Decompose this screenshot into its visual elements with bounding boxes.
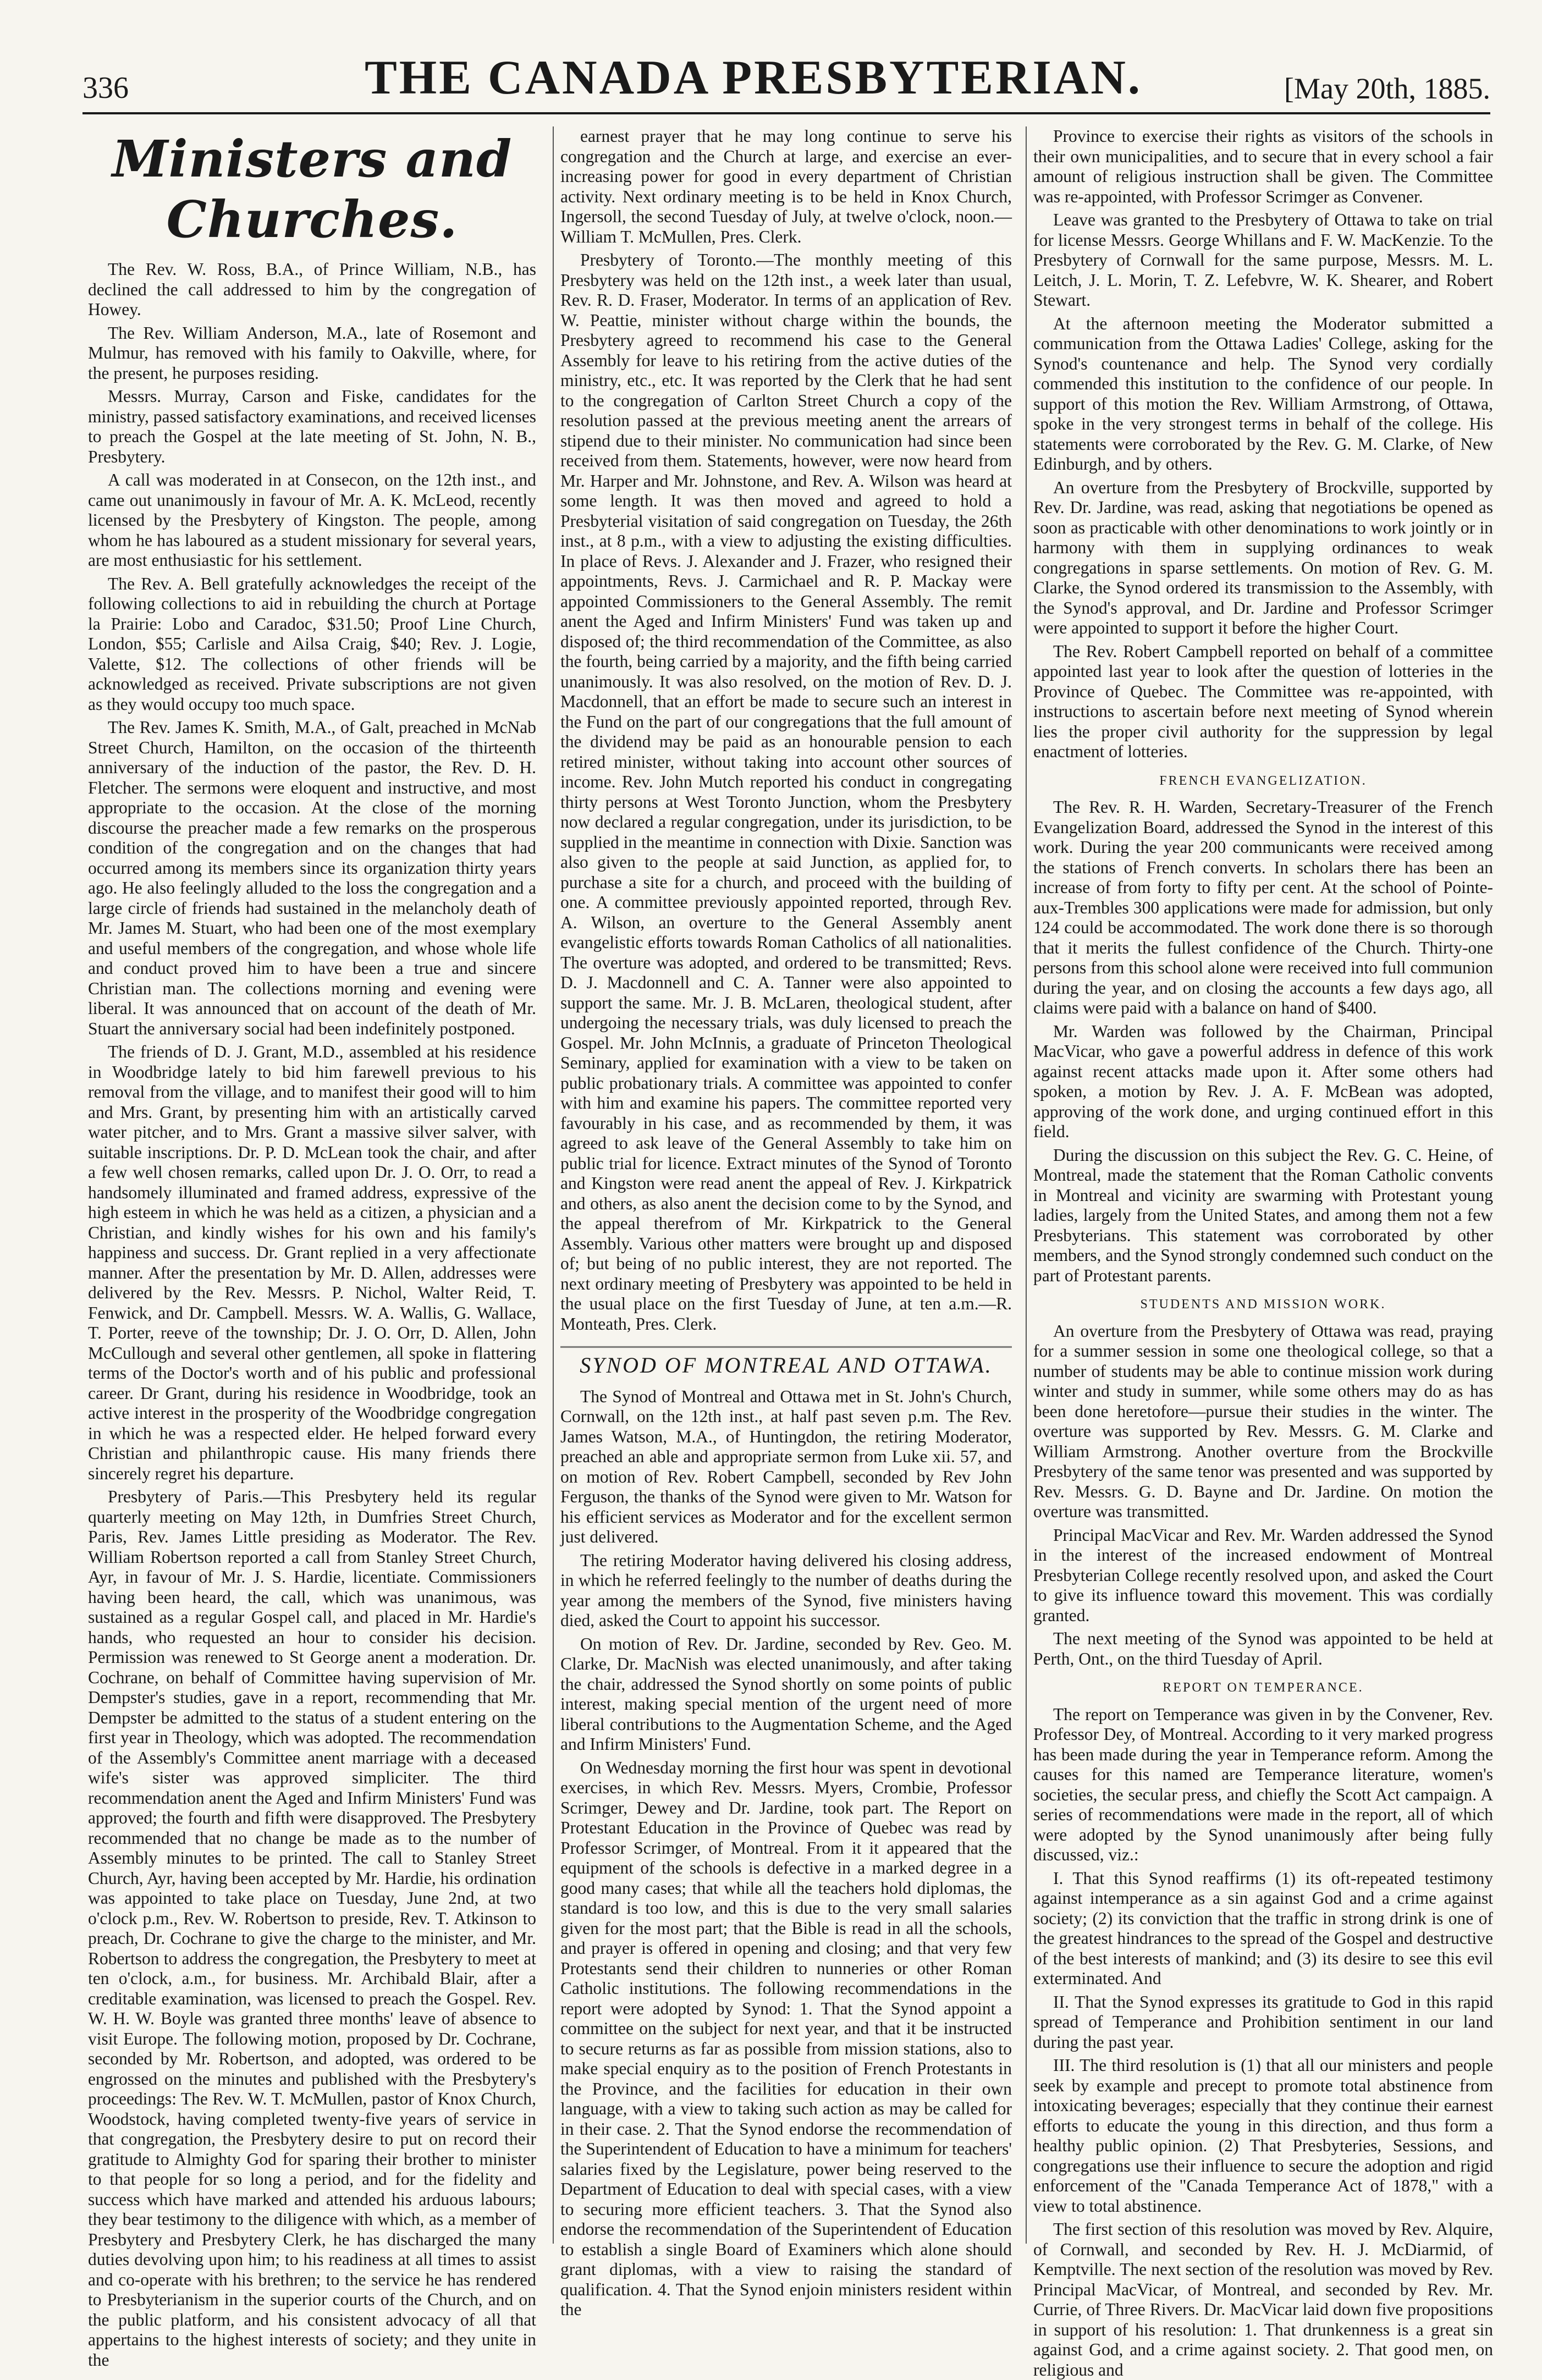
paragraph: III. The third resolution is (1) that all our ministers and people seek by example and precept to promote total abstinence from intoxicating beverages; especially that they continue their earnest efforts to educate the young in this direction, and thus form a healthy public opinion. (2) That Presbyteries, Sessions, and congregations use their influence to secure the adoption and rigid enforcement of the "Canada Temperance Act of 1878," with a view to total abstinence. bbox=[1033, 2056, 1493, 2216]
paragraph: An overture from the Presbytery of Brockville, supported by Rev. Dr. Jardine, was read, asking that negotiations be opened as soon as practicable with other denominations to work jointly or in harmony with them in supplying ordinances to weak congregations in sparse settlements. On motion of Rev. G. M. Clarke, the Synod ordered its transmission to the Assembly, with the Synod's approval, and Dr. Jardine and Professor Scrimger were appointed to support it before the higher Court. bbox=[1033, 478, 1493, 638]
page-header bbox=[82, 48, 1490, 114]
paragraph: The Synod of Montreal and Ottawa met in St. John's Church, Cornwall, on the 12th inst., at half past seven p.m. The Rev. James Watson, M.A., of Huntingdon, the retiring Moderator, preached an able and appropriate sermon from Luke xii. 57, and on motion of Rev. Robert Campbell, seconded by Rev John Ferguson, the thanks of the Synod were given to Mr. Watson for his efficient services as Moderator and for the excellent sermon just delivered. bbox=[560, 1387, 1012, 1547]
paragraph: An overture from the Presbytery of Ottawa was read, praying for a summer session in some one theological college, so that a number of students may be able to continue mission work during winter and study in summer, while some others may do as has been done heretofore—pursue their studies in the winter. The overture was supported by Rev. Messrs. G. M. Clarke and William Armstrong. Another overture from the Brockville Presbytery of the same tenor was presented and was supported by Rev. Messrs. G. D. Bayne and Dr. Jardine. On motion the overture was transmitted. bbox=[1033, 1321, 1493, 1522]
paragraph: earnest prayer that he may long continue to serve his congregation and the Church at large, and exercise an ever-increasing power for good in every department of Christian activity. Next ordinary meeting is to be held in Knox Church, Ingersoll, the second Tuesday of July, at twelve o'clock, noon.—William T. McMullen, Pres. Clerk. bbox=[560, 126, 1012, 247]
temperance-heading: REPORT ON TEMPERANCE. bbox=[1033, 1678, 1493, 1698]
paragraph: Leave was granted to the Presbytery of Ottawa to take on trial for license Messrs. George Whillans and F. W. MacKenzie. To the Presbytery of Cornwall for the same purpose, Messrs. M. L. Leitch, J. L. Morin, T. Z. Lefebvre, W. K. Shearer, and Robert Stewart. bbox=[1033, 210, 1493, 311]
paragraph: The Rev. W. Ross, B.A., of Prince William, N.B., has declined the call addressed to him by the congregation of Howey. bbox=[88, 260, 536, 320]
students-mission-body bbox=[1033, 1321, 1493, 1670]
paragraph: Messrs. Murray, Carson and Fiske, candidates for the ministry, passed satisfactory examinations, and received licenses to preach the Gospel at the late meeting of St. John, N. B., Presbytery. bbox=[88, 387, 536, 467]
paragraph: The Rev. R. H. Warden, Secretary-Treasurer of the French Evangelization Board, addressed the Synod in the interest of this work. During the year 200 communicants were received among the stations of French converts. In scholars there has been an increase of from forty to fifty per cent. At the school of Pointe-aux-Trembles 300 applications were made for admission, but only 124 could be accommodated. The work done there is so thorough that it merits the fullest confidence of the Church. Thirty-one persons from this school alone were received into full communion during the year, and on closing the accounts a few days ago, all claims were paid with a balance on hand of $400. bbox=[1033, 797, 1493, 1018]
students-mission-heading: STUDENTS AND MISSION WORK. bbox=[1033, 1294, 1493, 1315]
paragraph: A call was moderated in at Consecon, on the 12th inst., and came out unanimously in favour of Mr. A. K. McLeod, recently licensed by the Presbytery of Kingston. The people, among whom he has laboured as a student missionary for several years, are most enthusiastic for his settlement. bbox=[88, 470, 536, 571]
column-2 bbox=[553, 126, 1012, 2244]
paragraph: Presbytery of Paris.—This Presbytery held its regular quarterly meeting on May 12th, in Dumfries Street Church, Paris, Rev. James Little presiding as Moderator. The Rev. William Robertson reported a call from Stanley Street Church, Ayr, in favour of Mr. J. S. Hardie, licentiate. Commissioners having been heard, the call, which was unanimous, was sustained as a regular Gospel call, and placed in Mr. Hardie's hands, who requested an hour to consider his decision. Permission was renewed to St George anent a moderation. Dr. Cochrane, on behalf of Committee having supervision of Mr. Dempster's studies, gave in a report, recommending that Mr. Dempster be admitted to the status of a student entering on the first year in Theology, which was adopted. The recommendation of the Assembly's Committee anent marriage with a deceased wife's sister was approved simpliciter. The third recommendation anent the Aged and Infirm Ministers' Fund was approved; the fourth and fifth were disapproved. The Presbytery recommended that no change be made as to the number of Assembly minutes to be printed. The call to Stanley Street Church, Ayr, having been accepted by Mr. Hardie, his ordination was appointed to take place on Tuesday, June 2nd, at two o'clock p.m., Rev. W. Robertson to preside, Rev. T. Atkinson to preach, Dr. Cochrane to give the charge to the minister, and Mr. Robertson to address the congregation, the Presbytery to meet at ten o'clock, a.m., for business. Mr. Archibald Blair, after a creditable examination, was licensed to preach the Gospel. Rev. W. H. W. Boyle was granted three months' leave of absence to visit Europe. The following motion, proposed by Dr. Cochrane, seconded by Mr. Robertson, and adopted, was ordered to be engrossed on the minutes and published with the Presbytery's proceedings: The Rev. W. T. McMullen, pastor of Knox Church, Woodstock, having completed twenty-five years of service in that congregation, the Presbytery desire to put on record their gratitude to Almighty God for sparing their brother to minister to that people for so long a period, and for the fidelity and success which have marked and attended his arduous labours; they bear testimony to the diligence with which, as a member of Presbytery and Presbytery Clerk, he has discharged the many duties devolving upon him; to his readiness at all times to assist and co-operate with his brethren; to the service he has rendered to Presbyterianism in the superior courts of the Church, and on the public platform, and his consistent advocacy of all that appertains to the highest interests of society; and they unite in the bbox=[88, 1487, 536, 2370]
synod-heading: SYNOD OF MONTREAL AND OTTAWA. bbox=[560, 1346, 1012, 1376]
paragraph: Mr. Warden was followed by the Chairman, Principal MacVicar, who gave a powerful address in defence of this work against recent attacks made upon it. After some others had spoken, a motion by Rev. J. A. F. McBean was adopted, approving of the work done, and urging continued effort in this field. bbox=[1033, 1022, 1493, 1142]
paragraph: During the discussion on this subject the Rev. G. C. Heine, of Montreal, made the statement that the Roman Catholic convents in Montreal and vicinity are swarming with Protestant young ladies, largely from the United States, and among them not a few Presbyterians. This statement was corroborated by other members, and the Synod strongly condemned such conduct on the part of Protestant parents. bbox=[1033, 1145, 1493, 1286]
paragraph: The Rev. William Anderson, M.A., late of Rosemont and Mulmur, has removed with his family to Oakville, where, for the present, he purposes residing. bbox=[88, 323, 536, 384]
newspaper-title: THE CANADA PRESBYTERIAN. bbox=[247, 50, 1259, 106]
column-3-body bbox=[1033, 126, 1493, 762]
paragraph: At the afternoon meeting the Moderator submitted a communication from the Ottawa Ladies' College, asking for the Synod's countenance and help. The Synod very cordially commended this institution to the confidence of our people. In support of this motion the Rev. William Armstrong, of Ottawa, spoke in the very strongest terms in behalf of the college. His statements were corroborated by the Rev. G. M. Clarke, of New Edinburgh, and by others. bbox=[1033, 314, 1493, 475]
issue-date: [May 20th, 1885. bbox=[1259, 71, 1490, 106]
paragraph: Principal MacVicar and Rev. Mr. Warden addressed the Synod in the interest of the increased endowment of Montreal Presbyterian College recently resolved upon, and asked the Court to give its influence toward this movement. This was cordially granted. bbox=[1033, 1525, 1493, 1626]
column-3 bbox=[1026, 126, 1493, 2244]
paragraph: The retiring Moderator having delivered his closing address, in which he referred feelingly to the number of deaths during the year among the members of the Synod, five ministers having died, asked the Court to appoint his successor. bbox=[560, 1551, 1012, 1631]
paragraph: The next meeting of the Synod was appointed to be held at Perth, Ont., on the third Tuesday of April. bbox=[1033, 1629, 1493, 1669]
paragraph: II. That the Synod expresses its gratitude to God in this rapid spread of Temperance and Prohibition sentiment in our land during the past year. bbox=[1033, 1992, 1493, 2053]
paragraph: The report on Temperance was given in by the Convener, Rev. Professor Dey, of Montreal. According to it very marked progress has been made during the year in Temperance reform. Among the causes for this named are Temperance literature, women's societies, the secular press, and chiefly the Scott Act campaign. A series of recommendations were made in the report, all of which were adopted by the Synod unanimously after being fully discussed, viz.: bbox=[1033, 1705, 1493, 1865]
paragraph: I. That this Synod reaffirms (1) its oft-repeated testimony against intemperance as a sin against God and a crime against society; (2) its conviction that the traffic in strong drink is one of the greatest hindrances to the spread of the Gospel and destructive of the best interests of mankind; and (3) its desire to see this evil exterminated. And bbox=[1033, 1869, 1493, 1989]
paragraph: The Rev. A. Bell gratefully acknowledges the receipt of the following collections to aid in rebuilding the church at Portage la Prairie: Lobo and Caradoc, $31.50; Proof Line Church, London, $55; Carlisle and Ailsa Craig, $40; Rev. J. Logie, Valette, $12. The collections of other friends will be acknowledged as received. Private subscriptions are not given as they would occupy too much space. bbox=[88, 574, 536, 715]
paragraph: Province to exercise their rights as visitors of the schools in their own municipalities, and to secure that in every school a fair amount of religious instruction shall be given. The Committee was re-appointed, with Professor Scrimger as Convener. bbox=[1033, 126, 1493, 207]
column-2-body bbox=[560, 126, 1012, 1334]
paragraph: The Rev. Robert Campbell reported on behalf of a committee appointed last year to look after the question of lotteries in the Province of Quebec. The Committee was re-appointed, with instructions to ascertain before next meeting of Synod wherein lies the proper civil authority for the suppression by legal enactment of lotteries. bbox=[1033, 642, 1493, 762]
paragraph: On motion of Rev. Dr. Jardine, seconded by Rev. Geo. M. Clarke, Dr. MacNish was elected unanimously, and after taking the chair, addressed the Synod shortly on some points of public interest, making special mention of the urgent need of more liberal contributions to the Augmentation Scheme, and the Aged and Infirm Ministers' Fund. bbox=[560, 1634, 1012, 1755]
paragraph: The friends of D. J. Grant, M.D., assembled at his residence in Woodbridge lately to bid him farewell previous to his removal from the village, and to manifest their good will to him and Mrs. Grant, by presenting him with an artistically carved water pitcher, and to Mrs. Grant a massive silver salver, with suitable inscriptions. Dr. P. D. McLean took the chair, and after a few well chosen remarks, called upon Dr. J. O. Orr, to read a handsomely illuminated and framed address, expressive of the high esteem in which he was held as a citizen, a physician and a Christian, and kindly wishes for his own and his family's happiness and success. Dr. Grant replied in a very affectionate manner. After the presentation by Mr. D. Allen, addresses were delivered by the Rev. Messrs. P. Nichol, Walter Reid, T. Fenwick, and Dr. Campbell. Messrs. W. A. Wallis, G. Wallace, T. Porter, reeve of the township; Dr. J. O. Orr, D. Allen, John McCullough and several other gentlemen, all spoke in flattering terms of the Doctor's worth and of his public and professional career. Dr Grant, during his residence in Woodbridge, took an active interest in the prosperity of the Woodbridge congregation in which he was a respected elder. He helped forward every Christian and philanthropic cause. His many friends there sincerely regret his departure. bbox=[88, 1042, 536, 1484]
column-2-synod-body bbox=[560, 1387, 1012, 2320]
french-evangelization-heading: FRENCH EVANGELIZATION. bbox=[1033, 771, 1493, 791]
column-1 bbox=[88, 126, 536, 2244]
column-1-body bbox=[88, 260, 536, 2370]
paragraph: The Rev. James K. Smith, M.A., of Galt, preached in McNab Street Church, Hamilton, on the occasion of the thirteenth anniversary of the induction of the pastor, the Rev. D. H. Fletcher. The sermons were eloquent and instructive, and most appropriate to the occasion. At the close of the morning discourse the preacher made a few remarks on the prosperous condition of the congregation and on the changes that had occurred among its members since its organization thirty years ago. He also feelingly alluded to the loss the congregation and a large circle of friends had sustained in the melancholy death of Mr. James M. Stuart, who had been one of the most exemplary and useful members of the congregation, and whose whole life and conduct proved him to have been a true and sincere Christian man. The collections morning and evening were liberal. It was announced that on account of the death of Mr. Stuart the anniversary social had been indefinitely postponed. bbox=[88, 718, 536, 1039]
paragraph: The first section of this resolution was moved by Rev. Alquire, of Cornwall, and seconded by Rev. H. J. McDiarmid, of Kemptville. The next section of the resolution was moved by Rev. Principal MacVicar, of Montreal, and seconded by Rev. Mr. Currie, of Three Rivers. Dr. MacVicar laid down five propositions in support of his resolution: 1. That drunkenness is a great sin against God, and a crime against society. 2. That good men, on religious and bbox=[1033, 2219, 1493, 2380]
section-title: Ministers and Churches. bbox=[88, 129, 536, 250]
paragraph: Presbytery of Toronto.—The monthly meeting of this Presbytery was held on the 12th inst., a week later than usual, Rev. R. D. Fraser, Moderator. In terms of an application of Rev. W. Peattie, minister without charge within the bounds, the Presbytery agreed to recommend his case to the General Assembly for leave to his retiring from the active duties of the ministry, etc., etc. It was reported by the Clerk that he had sent to the congregation of Carlton Street Church a copy of the resolution passed at the previous meeting anent the arrears of stipend due to their minister. No communication had since been received from them. Statements, however, were now heard from Mr. Harper and Mr. Johnstone, and Rev. A. Wilson was heard at some length. It was then moved and agreed to hold a Presbyterial visitation of said congregation on Tuesday, the 26th inst., at 8 p.m., with a view to adjusting the existing difficulties. In place of Revs. J. Alexander and J. Frazer, who resigned their appointments, Revs. J. Carmichael and R. P. Mackay were appointed Commissioners to the General Assembly. The remit anent the Aged and Infirm Ministers' Fund was taken up and disposed of; the third recommendation of the Committee, as also the fourth, being carried by a majority, and the fifth being carried unanimously. It was also resolved, on the motion of Rev. D. J. Macdonnell, that an effort be made to secure such an interest in the Fund on the part of our congregations that the full amount of the dividend may be paid as an honourable pension to each retired minister, without taking into account other sources of income. Rev. John Mutch reported his conduct in congregating thirty persons at West Toronto Junction, whom the Presbytery now declared a regular congregation, under its jurisdiction, to be supplied in the meantime in connection with Dixie. Sanction was also given to the people at said Junction, as applied for, to purchase a site for a church, and proceed with the building of one. A committee previously appointed reported, through Rev. A. Wilson, an overture to the General Assembly anent evangelistic efforts towards Roman Catholics of all nationalities. The overture was adopted, and ordered to be transmitted; Revs. D. J. Macdonnell and C. A. Tanner were also appointed to support the same. Mr. J. B. McLaren, theological student, after undergoing the necessary trials, was duly licensed to preach the Gospel. Mr. John McInnis, a graduate of Princeton Theological Seminary, applied for examination with a view to be taken on public probationary trials. A committee was appointed to confer with him and examine his papers. The committee reported very favourably in his case, and as recommended by them, it was agreed to ask leave of the General Assembly to take him on public trial for licence. Extract minutes of the Synod of Toronto and Kingston were read anent the appeal of Rev. J. Kirkpatrick and others, as also anent the decision come to by the Synod, and the appeal therefrom of Mr. Kirkpatrick to the General Assembly. Various other matters were brought up and disposed of; but being of no public interest, they are not reported. The next ordinary meeting of Presbytery was appointed to be held in the usual place on the first Tuesday of June, at ten a.m.—R. Monteath, Pres. Clerk. bbox=[560, 250, 1012, 1334]
temperance-body bbox=[1033, 1705, 1493, 2380]
paragraph: On Wednesday morning the first hour was spent in devotional exercises, in which Rev. Messrs. Myers, Crombie, Professor Scrimger, Dewey and Dr. Jardine, took part. The Report on Protestant Education in the Province of Quebec was read by Professor Scrimger, of Montreal. From it it appeared that the equipment of the schools is defective in a marked degree in a good many cases; that while all the teachers hold diplomas, the standard is too low, and this is due to the very small salaries given for the most part; that the Bible is read in all the schools, and prayer is offered in opening and closing; and that very few Protestants send their children to nunneries or other Roman Catholic institutions. The following recommendations in the report were adopted by Synod: 1. That the Synod appoint a committee on the subject for next year, and that it be instructed to secure returns as far as possible from mission stations, also to make special enquiry as to the position of French Protestants in the Province, and the facilities for education in their own language, with a view to taking such action as may be called for in their case. 2. That the Synod endorse the recommendation of the Superintendent of Education to have a minimum for teachers' salaries fixed by the Legislature, power being reserved to the Department of Education to deal with special cases, with a view to securing more efficient teachers. 3. That the Synod also endorse the recommendation of the Superintendent of Education to establish a single Board of Examiners which alone should grant diplomas, with a view to raising the standard of qualification. 4. That the Synod enjoin ministers resident within the bbox=[560, 1758, 1012, 2320]
french-evangelization-body bbox=[1033, 797, 1493, 1286]
page-number: 336 bbox=[82, 70, 247, 106]
